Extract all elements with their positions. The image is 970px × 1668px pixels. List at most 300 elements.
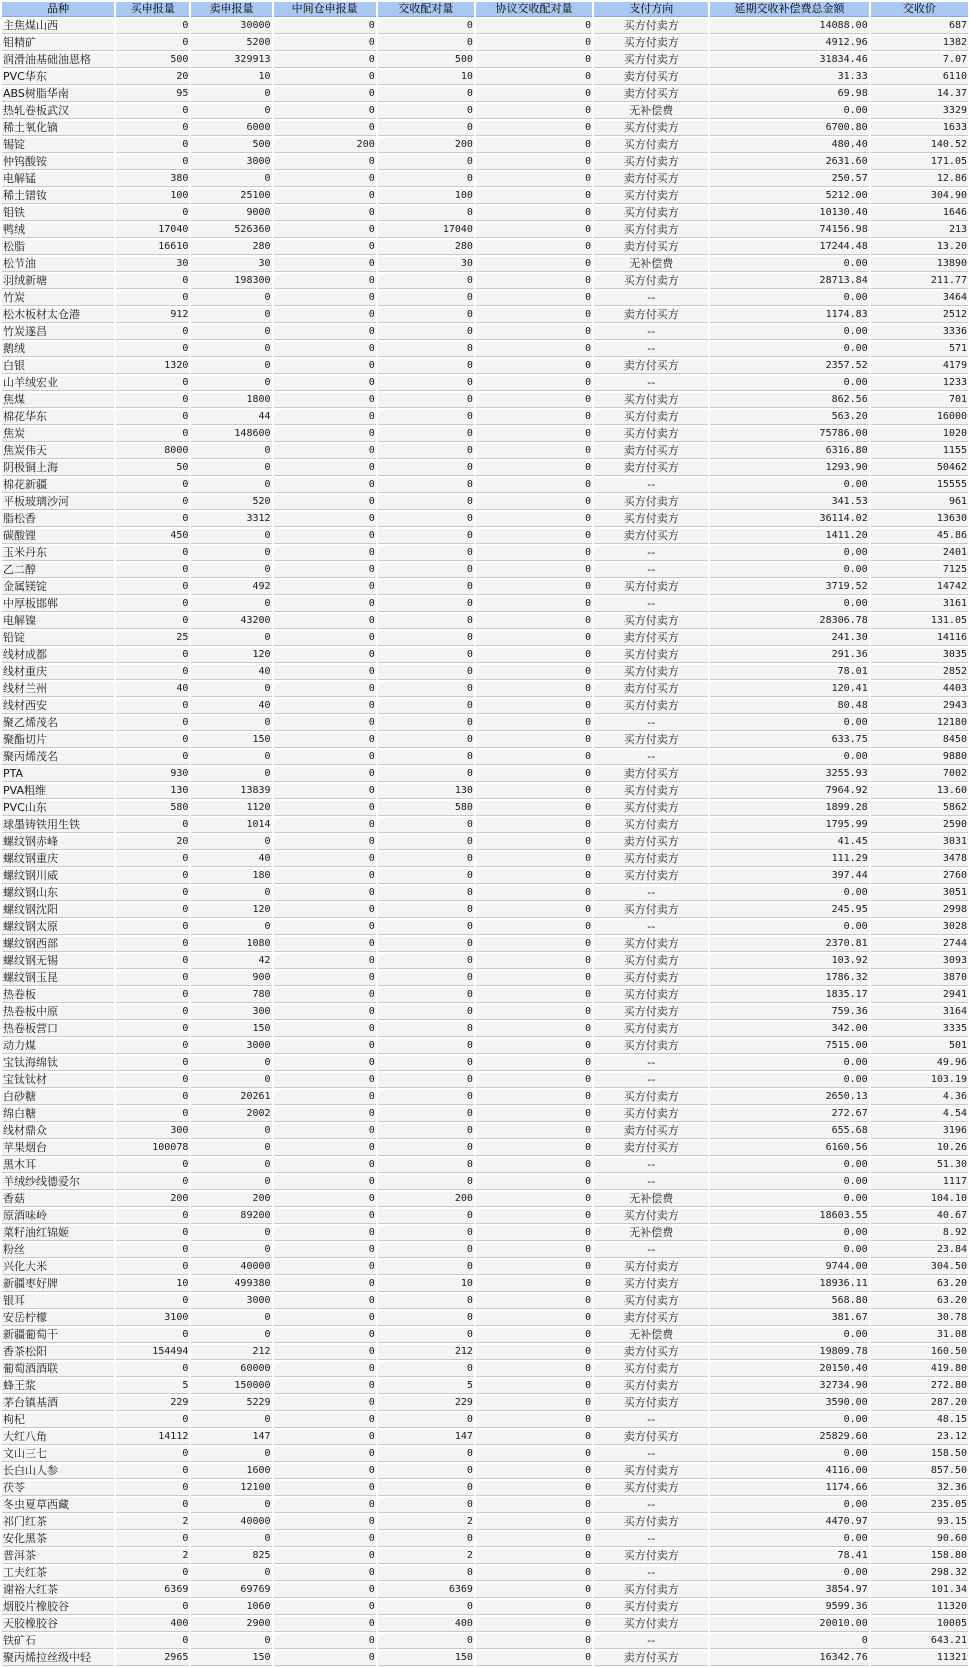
compensation-total-cell: 17244.48 <box>710 240 868 255</box>
payment-direction-cell: -- <box>594 920 708 935</box>
payment-direction-cell: 卖方付买方 <box>594 87 708 102</box>
agreement-matched-cell: 0 <box>476 648 592 663</box>
variety-cell: 线材成都 <box>2 648 114 663</box>
buy-declared-cell: 0 <box>116 155 189 170</box>
table-row <box>2 359 968 374</box>
delivery-price-cell: 10.26 <box>871 1141 968 1156</box>
payment-direction-cell: -- <box>594 546 708 561</box>
variety-cell: 聚丙烯拉丝级中轻 <box>2 1651 114 1666</box>
payment-direction-cell: 买方付卖方 <box>594 410 708 425</box>
variety-cell: ABS树脂华南 <box>2 87 114 102</box>
delivery-matched-cell: 0 <box>378 767 474 782</box>
intermediate-declared-cell: 0 <box>274 1175 376 1190</box>
intermediate-declared-cell: 0 <box>274 427 376 442</box>
table-row <box>2 240 968 255</box>
delivery-price-cell: 7002 <box>871 767 968 782</box>
table-row <box>2 1566 968 1581</box>
delivery-price-cell: 304.50 <box>871 1260 968 1275</box>
intermediate-declared-cell: 0 <box>274 1413 376 1428</box>
compensation-total-cell: 1293.90 <box>710 461 868 476</box>
agreement-matched-cell: 0 <box>476 665 592 680</box>
table-row <box>2 1209 968 1224</box>
payment-direction-cell: 卖方付买方 <box>594 1651 708 1666</box>
sell-declared-cell: 120 <box>191 648 271 663</box>
buy-declared-cell: 0 <box>116 1175 189 1190</box>
payment-direction-cell: 买方付卖方 <box>594 223 708 238</box>
intermediate-declared-cell: 0 <box>274 1022 376 1037</box>
delivery-price-cell: 171.05 <box>871 155 968 170</box>
compensation-total-cell: 0.00 <box>710 1175 868 1190</box>
sell-declared-cell: 69769 <box>191 1583 271 1598</box>
delivery-matched-cell: 0 <box>378 869 474 884</box>
agreement-matched-cell: 0 <box>476 750 592 765</box>
table-row <box>2 1124 968 1139</box>
compensation-total-cell: 1899.28 <box>710 801 868 816</box>
sell-declared-cell: 180 <box>191 869 271 884</box>
buy-declared-cell: 0 <box>116 1073 189 1088</box>
compensation-total-cell: 3590.00 <box>710 1396 868 1411</box>
compensation-total-cell: 4470.97 <box>710 1515 868 1530</box>
table-row <box>2 699 968 714</box>
compensation-total-cell: 2357.52 <box>710 359 868 374</box>
buy-declared-cell: 0 <box>116 665 189 680</box>
agreement-matched-cell: 0 <box>476 359 592 374</box>
payment-direction-cell: 买方付卖方 <box>594 801 708 816</box>
agreement-matched-cell: 0 <box>476 1090 592 1105</box>
variety-cell: 热轧卷板武汉 <box>2 104 114 119</box>
agreement-matched-cell: 0 <box>476 274 592 289</box>
intermediate-declared-cell: 0 <box>274 1464 376 1479</box>
payment-direction-cell: 卖方付买方 <box>594 1311 708 1326</box>
payment-direction-cell: 买方付卖方 <box>594 155 708 170</box>
buy-declared-cell: 0 <box>116 1226 189 1241</box>
variety-cell: PVA粗维 <box>2 784 114 799</box>
delivery-price-cell: 3031 <box>871 835 968 850</box>
delivery-matched-cell: 0 <box>378 1566 474 1581</box>
variety-cell: 苹果烟台 <box>2 1141 114 1156</box>
table-row <box>2 393 968 408</box>
payment-direction-cell: 买方付卖方 <box>594 869 708 884</box>
column-header-delivery-price[interactable]: 交收价 <box>871 2 968 17</box>
buy-declared-cell: 0 <box>116 920 189 935</box>
delivery-matched-cell: 0 <box>378 580 474 595</box>
delivery-price-cell: 3464 <box>871 291 968 306</box>
buy-declared-cell: 0 <box>116 1022 189 1037</box>
agreement-matched-cell: 0 <box>476 444 592 459</box>
buy-declared-cell: 0 <box>116 1566 189 1581</box>
table-row <box>2 580 968 595</box>
compensation-total-cell: 1835.17 <box>710 988 868 1003</box>
buy-declared-cell: 0 <box>116 750 189 765</box>
payment-direction-cell: 卖方付买方 <box>594 529 708 544</box>
buy-declared-cell: 0 <box>116 1209 189 1224</box>
buy-declared-cell: 0 <box>116 1260 189 1275</box>
delivery-price-cell: 211.77 <box>871 274 968 289</box>
agreement-matched-cell: 0 <box>476 1549 592 1564</box>
agreement-matched-cell: 0 <box>476 1362 592 1377</box>
payment-direction-cell: 卖方付买方 <box>594 70 708 85</box>
intermediate-declared-cell: 0 <box>274 87 376 102</box>
sell-declared-cell: 40000 <box>191 1515 271 1530</box>
buy-declared-cell: 6369 <box>116 1583 189 1598</box>
agreement-matched-cell: 0 <box>476 138 592 153</box>
delivery-matched-cell: 0 <box>378 172 474 187</box>
delivery-price-cell: 45.86 <box>871 529 968 544</box>
payment-direction-cell: 卖方付买方 <box>594 359 708 374</box>
column-header-variety[interactable]: 品种 <box>2 2 114 17</box>
buy-declared-cell: 2 <box>116 1549 189 1564</box>
payment-direction-cell: 买方付卖方 <box>594 971 708 986</box>
delivery-price-cell: 701 <box>871 393 968 408</box>
payment-direction-cell: 卖方付买方 <box>594 240 708 255</box>
compensation-total-cell: 0.00 <box>710 750 868 765</box>
payment-direction-cell: -- <box>594 886 708 901</box>
agreement-matched-cell: 0 <box>476 308 592 323</box>
sell-declared-cell: 200 <box>191 1192 271 1207</box>
sell-declared-cell: 0 <box>191 1328 271 1343</box>
intermediate-declared-cell: 0 <box>274 801 376 816</box>
table-row <box>2 512 968 527</box>
payment-direction-cell: 买方付卖方 <box>594 206 708 221</box>
column-header-compensation-total[interactable]: 延期交收补偿费总金额 <box>710 2 868 17</box>
agreement-matched-cell: 0 <box>476 121 592 136</box>
intermediate-declared-cell: 0 <box>274 614 376 629</box>
column-header-intermediate-declared[interactable]: 中间仓申报量 <box>274 2 376 17</box>
buy-declared-cell: 0 <box>116 563 189 578</box>
intermediate-declared-cell: 0 <box>274 1617 376 1632</box>
agreement-matched-cell: 0 <box>476 852 592 867</box>
intermediate-declared-cell: 0 <box>274 580 376 595</box>
delivery-matched-cell: 0 <box>378 682 474 697</box>
agreement-matched-cell: 0 <box>476 1107 592 1122</box>
agreement-matched-cell: 0 <box>476 1124 592 1139</box>
table-row <box>2 1549 968 1564</box>
delivery-price-cell: 304.90 <box>871 189 968 204</box>
compensation-total-cell: 6700.80 <box>710 121 868 136</box>
compensation-total-cell: 20150.40 <box>710 1362 868 1377</box>
table-row <box>2 750 968 765</box>
buy-declared-cell: 5 <box>116 1379 189 1394</box>
table-row <box>2 1175 968 1190</box>
delivery-price-cell: 4.54 <box>871 1107 968 1122</box>
variety-cell: 宝钛海绵钛 <box>2 1056 114 1071</box>
payment-direction-cell: 卖方付买方 <box>594 1141 708 1156</box>
table-row <box>2 1583 968 1598</box>
variety-cell: 电解锰 <box>2 172 114 187</box>
payment-direction-cell: 买方付卖方 <box>594 903 708 918</box>
delivery-matched-cell: 0 <box>378 376 474 391</box>
variety-cell: 鹅绒 <box>2 342 114 357</box>
delivery-price-cell: 1646 <box>871 206 968 221</box>
intermediate-declared-cell: 0 <box>274 1447 376 1462</box>
intermediate-declared-cell: 0 <box>274 36 376 51</box>
agreement-matched-cell: 0 <box>476 1294 592 1309</box>
payment-direction-cell: 买方付卖方 <box>594 699 708 714</box>
intermediate-declared-cell: 0 <box>274 665 376 680</box>
compensation-total-cell: 291.36 <box>710 648 868 663</box>
compensation-total-cell: 18936.11 <box>710 1277 868 1292</box>
delivery-matched-cell: 0 <box>378 19 474 34</box>
delivery-matched-cell: 0 <box>378 393 474 408</box>
agreement-matched-cell: 0 <box>476 1498 592 1513</box>
sell-declared-cell: 147 <box>191 1430 271 1445</box>
agreement-matched-cell: 0 <box>476 393 592 408</box>
variety-cell: 乙二醇 <box>2 563 114 578</box>
table-row <box>2 1600 968 1615</box>
column-header-sell-declared[interactable]: 卖申报量 <box>191 2 271 17</box>
sell-declared-cell: 2002 <box>191 1107 271 1122</box>
payment-direction-cell: 买方付卖方 <box>594 427 708 442</box>
agreement-matched-cell: 0 <box>476 206 592 221</box>
buy-declared-cell: 14112 <box>116 1430 189 1445</box>
payment-direction-cell: 买方付卖方 <box>594 937 708 952</box>
column-header-payment-direction[interactable]: 支付方向 <box>594 2 708 17</box>
table-row <box>2 648 968 663</box>
agreement-matched-cell: 0 <box>476 223 592 238</box>
buy-declared-cell: 0 <box>116 614 189 629</box>
delivery-matched-cell: 0 <box>378 325 474 340</box>
variety-cell: 原酒味岭 <box>2 1209 114 1224</box>
delivery-price-cell: 8.92 <box>871 1226 968 1241</box>
intermediate-declared-cell: 0 <box>274 291 376 306</box>
compensation-total-cell: 14088.00 <box>710 19 868 34</box>
payment-direction-cell: 卖方付买方 <box>594 682 708 697</box>
sell-declared-cell: 0 <box>191 359 271 374</box>
sell-declared-cell: 900 <box>191 971 271 986</box>
intermediate-declared-cell: 0 <box>274 189 376 204</box>
delivery-matched-cell: 0 <box>378 512 474 527</box>
delivery-price-cell: 272.80 <box>871 1379 968 1394</box>
intermediate-declared-cell: 0 <box>274 954 376 969</box>
table-row <box>2 461 968 476</box>
table-row <box>2 1413 968 1428</box>
variety-cell: 螺纹钢川威 <box>2 869 114 884</box>
buy-declared-cell: 0 <box>116 1090 189 1105</box>
agreement-matched-cell: 0 <box>476 291 592 306</box>
sell-declared-cell: 150 <box>191 1651 271 1666</box>
payment-direction-cell: 买方付卖方 <box>594 852 708 867</box>
compensation-total-cell: 3255.93 <box>710 767 868 782</box>
compensation-total-cell: 31.33 <box>710 70 868 85</box>
agreement-matched-cell: 0 <box>476 1056 592 1071</box>
intermediate-declared-cell: 0 <box>274 342 376 357</box>
agreement-matched-cell: 0 <box>476 36 592 51</box>
intermediate-declared-cell: 0 <box>274 121 376 136</box>
column-header-buy-declared[interactable]: 买申报量 <box>116 2 189 17</box>
delivery-matched-cell: 130 <box>378 784 474 799</box>
variety-cell: 金属镁锭 <box>2 580 114 595</box>
compensation-total-cell: 250.57 <box>710 172 868 187</box>
sell-declared-cell: 25100 <box>191 189 271 204</box>
compensation-total-cell: 1786.32 <box>710 971 868 986</box>
compensation-total-cell: 31834.46 <box>710 53 868 68</box>
variety-cell: 茅台镇基酒 <box>2 1396 114 1411</box>
buy-declared-cell: 130 <box>116 784 189 799</box>
delivery-price-cell: 4179 <box>871 359 968 374</box>
delivery-price-cell: 571 <box>871 342 968 357</box>
compensation-total-cell: 28713.84 <box>710 274 868 289</box>
table-row <box>2 1651 968 1666</box>
variety-cell: 冬虫夏草西藏 <box>2 1498 114 1513</box>
table-row <box>2 954 968 969</box>
compensation-total-cell: 0.00 <box>710 1158 868 1173</box>
intermediate-declared-cell: 0 <box>274 1379 376 1394</box>
delivery-matched-cell: 150 <box>378 1651 474 1666</box>
delivery-matched-cell: 0 <box>378 1039 474 1054</box>
variety-cell: 阴极铜上海 <box>2 461 114 476</box>
agreement-matched-cell: 0 <box>476 240 592 255</box>
column-header-delivery-matched[interactable]: 交收配对量 <box>378 2 474 17</box>
payment-direction-cell: 买方付卖方 <box>594 36 708 51</box>
table-row <box>2 1515 968 1530</box>
buy-declared-cell: 10 <box>116 1277 189 1292</box>
variety-cell: 线材重庆 <box>2 665 114 680</box>
table-row <box>2 410 968 425</box>
intermediate-declared-cell: 0 <box>274 1158 376 1173</box>
intermediate-declared-cell: 0 <box>274 1430 376 1445</box>
delivery-matched-cell: 0 <box>378 1294 474 1309</box>
table-body <box>2 19 968 1666</box>
variety-cell: 螺纹钢山东 <box>2 886 114 901</box>
payment-direction-cell: 买方付卖方 <box>594 648 708 663</box>
intermediate-declared-cell: 0 <box>274 172 376 187</box>
agreement-matched-cell: 0 <box>476 1566 592 1581</box>
variety-cell: 松脂 <box>2 240 114 255</box>
delivery-matched-cell: 5 <box>378 1379 474 1394</box>
sell-declared-cell: 148600 <box>191 427 271 442</box>
variety-cell: 玉米丹东 <box>2 546 114 561</box>
delivery-price-cell: 3093 <box>871 954 968 969</box>
variety-cell: 枸杞 <box>2 1413 114 1428</box>
intermediate-declared-cell: 0 <box>274 461 376 476</box>
delivery-matched-cell: 2 <box>378 1549 474 1564</box>
delivery-matched-cell: 0 <box>378 444 474 459</box>
table-row <box>2 1226 968 1241</box>
payment-direction-cell: -- <box>594 1532 708 1547</box>
buy-declared-cell: 3100 <box>116 1311 189 1326</box>
delivery-price-cell: 11320 <box>871 1600 968 1615</box>
delivery-matched-cell: 0 <box>378 597 474 612</box>
table-row <box>2 155 968 170</box>
delivery-price-cell: 6110 <box>871 70 968 85</box>
intermediate-declared-cell: 0 <box>274 1243 376 1258</box>
payment-direction-cell: 无补偿费 <box>594 1192 708 1207</box>
variety-cell: 白银 <box>2 359 114 374</box>
delivery-matched-cell: 0 <box>378 495 474 510</box>
compensation-total-cell: 341.53 <box>710 495 868 510</box>
agreement-matched-cell: 0 <box>476 937 592 952</box>
buy-declared-cell: 0 <box>116 818 189 833</box>
payment-direction-cell: 卖方付买方 <box>594 1124 708 1139</box>
table-row <box>2 1141 968 1156</box>
payment-direction-cell: 买方付卖方 <box>594 1260 708 1275</box>
table-row <box>2 172 968 187</box>
delivery-price-cell: 3336 <box>871 325 968 340</box>
delivery-matched-cell: 6369 <box>378 1583 474 1598</box>
buy-declared-cell: 0 <box>116 1481 189 1496</box>
payment-direction-cell: -- <box>594 1175 708 1190</box>
compensation-total-cell: 5212.00 <box>710 189 868 204</box>
delivery-price-cell: 14.37 <box>871 87 968 102</box>
buy-declared-cell: 0 <box>116 1294 189 1309</box>
table-row <box>2 1277 968 1292</box>
payment-direction-cell: -- <box>594 597 708 612</box>
sell-declared-cell: 0 <box>191 1158 271 1173</box>
table-row <box>2 886 968 901</box>
variety-cell: 螺纹钢无锡 <box>2 954 114 969</box>
intermediate-declared-cell: 0 <box>274 274 376 289</box>
delivery-matched-cell: 0 <box>378 1209 474 1224</box>
intermediate-declared-cell: 0 <box>274 1362 376 1377</box>
table-row <box>2 257 968 272</box>
sell-declared-cell: 3000 <box>191 1294 271 1309</box>
table-row <box>2 1328 968 1343</box>
payment-direction-cell: 买方付卖方 <box>594 784 708 799</box>
delivery-price-cell: 2998 <box>871 903 968 918</box>
payment-direction-cell: 买方付卖方 <box>594 1379 708 1394</box>
delivery-matched-cell: 0 <box>378 1158 474 1173</box>
delivery-matched-cell: 229 <box>378 1396 474 1411</box>
compensation-total-cell: 36114.02 <box>710 512 868 527</box>
agreement-matched-cell: 0 <box>476 903 592 918</box>
intermediate-declared-cell: 0 <box>274 733 376 748</box>
compensation-total-cell: 0 <box>710 1634 868 1649</box>
buy-declared-cell: 0 <box>116 1005 189 1020</box>
compensation-total-cell: 0.00 <box>710 1498 868 1513</box>
intermediate-declared-cell: 0 <box>274 1345 376 1360</box>
column-header-agreement-matched[interactable]: 协议交收配对量 <box>476 2 592 17</box>
intermediate-declared-cell: 0 <box>274 1566 376 1581</box>
intermediate-declared-cell: 0 <box>274 597 376 612</box>
sell-declared-cell: 0 <box>191 291 271 306</box>
agreement-matched-cell: 0 <box>476 1481 592 1496</box>
variety-cell: 宝钛钛材 <box>2 1073 114 1088</box>
agreement-matched-cell: 0 <box>476 53 592 68</box>
delivery-matched-cell: 0 <box>378 1226 474 1241</box>
delivery-matched-cell: 0 <box>378 886 474 901</box>
payment-direction-cell: 无补偿费 <box>594 1328 708 1343</box>
buy-declared-cell: 0 <box>116 1243 189 1258</box>
sell-declared-cell: 520 <box>191 495 271 510</box>
intermediate-declared-cell: 0 <box>274 478 376 493</box>
compensation-total-cell: 381.67 <box>710 1311 868 1326</box>
table-row <box>2 801 968 816</box>
variety-cell: PVC山东 <box>2 801 114 816</box>
payment-direction-cell: 买方付卖方 <box>594 1090 708 1105</box>
intermediate-declared-cell: 0 <box>274 563 376 578</box>
variety-cell: PVC华东 <box>2 70 114 85</box>
table-row <box>2 104 968 119</box>
delivery-price-cell: 643.21 <box>871 1634 968 1649</box>
intermediate-declared-cell: 0 <box>274 410 376 425</box>
buy-declared-cell: 0 <box>116 410 189 425</box>
buy-declared-cell: 0 <box>116 1107 189 1122</box>
buy-declared-cell: 380 <box>116 172 189 187</box>
sell-declared-cell: 0 <box>191 1566 271 1581</box>
compensation-total-cell: 0.00 <box>710 1243 868 1258</box>
table-row <box>2 937 968 952</box>
intermediate-declared-cell: 0 <box>274 1311 376 1326</box>
delivery-matched-cell: 0 <box>378 1328 474 1343</box>
payment-direction-cell: -- <box>594 1073 708 1088</box>
delivery-price-cell: 1020 <box>871 427 968 442</box>
delivery-matched-cell: 500 <box>378 53 474 68</box>
intermediate-declared-cell: 0 <box>274 1260 376 1275</box>
delivery-price-cell: 13890 <box>871 257 968 272</box>
payment-direction-cell: -- <box>594 1447 708 1462</box>
delivery-price-cell: 7.07 <box>871 53 968 68</box>
variety-cell: 螺纹钢玉昆 <box>2 971 114 986</box>
